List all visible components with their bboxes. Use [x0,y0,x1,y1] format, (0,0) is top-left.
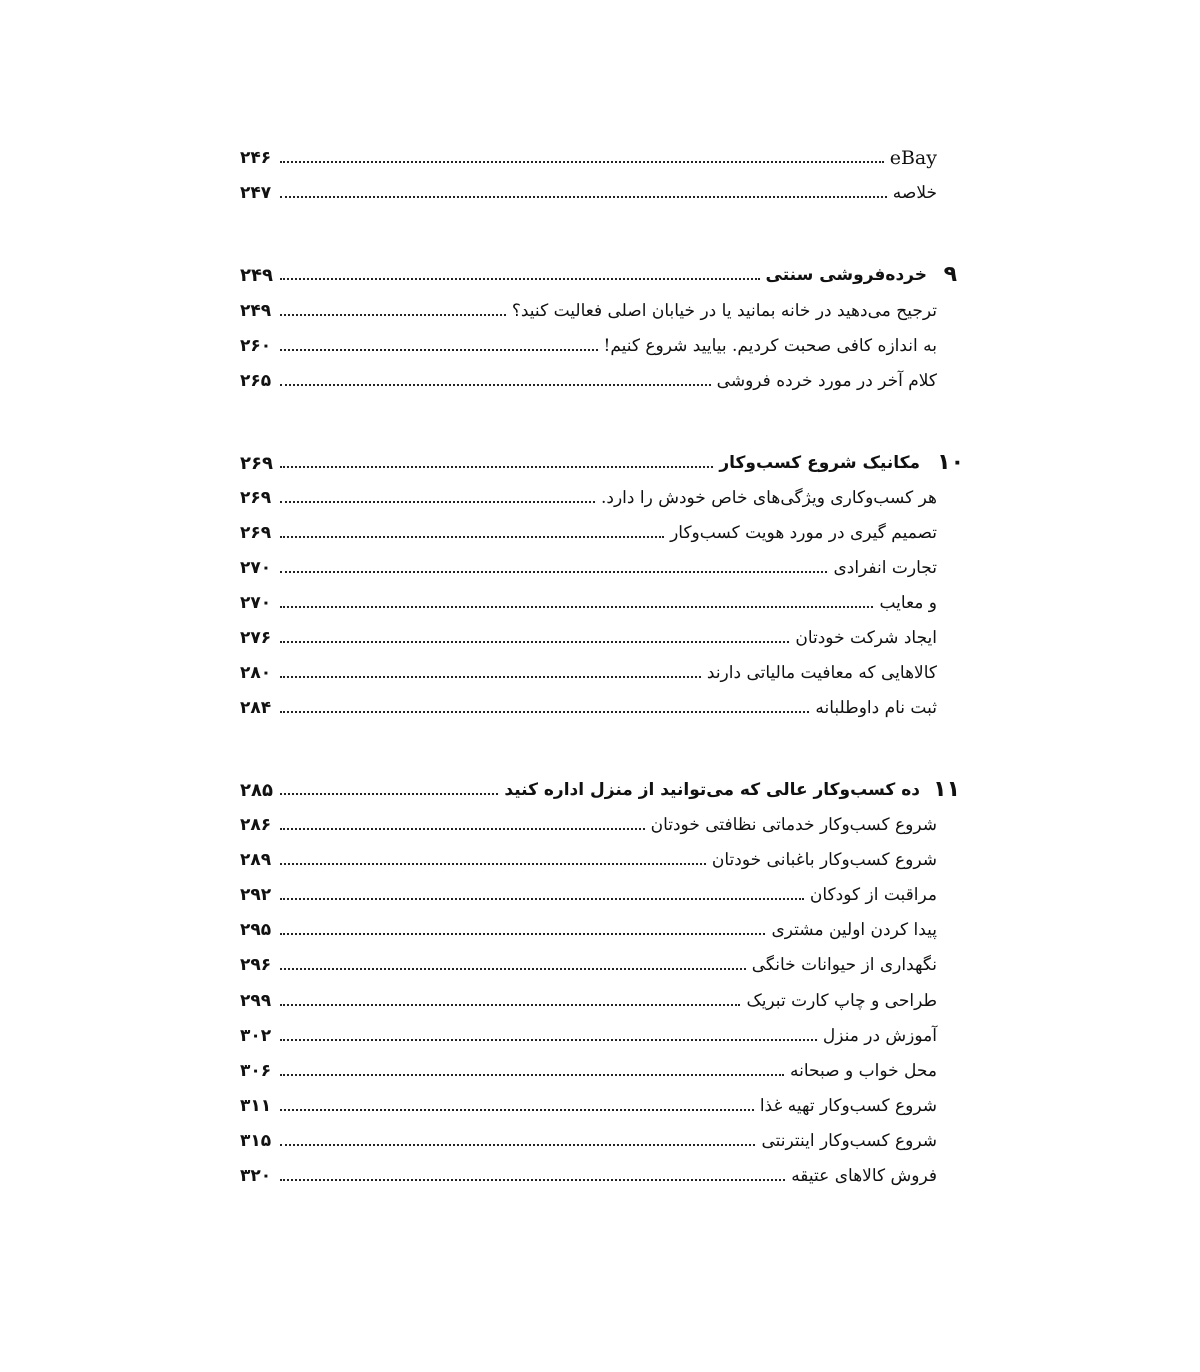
toc-entry[interactable] [240,364,937,398]
entry-page-number: ۲۹۲ [240,885,272,905]
chapter-title: مکانیک شروع کسب‌وکار [719,453,920,473]
dot-leader [280,161,884,163]
entry-title: ترجیح می‌دهید در خانه بمانید یا در خیابان اصلی فعالیت کنید؟ [511,301,937,321]
entry-title: ثبت نام داوطلبانه [815,698,937,718]
toc-entry[interactable] [240,329,937,363]
toc-entry[interactable] [240,1089,937,1123]
toc-entry[interactable] [240,586,937,620]
toc-entry[interactable] [240,656,937,690]
toc-entry[interactable] [240,984,937,1018]
chapter-title: خرده‌فروشی سنتی [765,265,927,285]
entry-page-number: ۲۹۵ [240,920,272,940]
entry-page-number: ۲۹۶ [240,955,272,975]
toc-entry[interactable] [240,878,937,912]
dot-leader [280,641,789,643]
entry-title: طراحی و چاپ کارت تبریک [746,991,937,1011]
dot-leader [280,384,711,386]
entry-title: eBay [889,147,937,169]
toc-entry[interactable] [240,843,937,877]
dot-leader [280,1074,784,1076]
entry-page-number: ۲۷۰ [240,558,272,578]
entry-page-number: ۲۶۹ [240,523,272,543]
dot-leader [280,968,746,970]
entry-page-number: ۲۶۹ [240,488,272,508]
chapter-page-number: ۲۴۹ [240,264,273,286]
entry-page-number: ۲۷۰ [240,593,272,613]
entry-page-number: ۳۰۶ [240,1061,272,1081]
toc-entry[interactable] [240,621,937,655]
dot-leader [280,863,706,865]
entry-page-number: ۲۸۶ [240,815,272,835]
chapter-page-number: ۲۸۵ [240,779,273,801]
dot-leader [280,1144,755,1146]
entry-page-number: ۲۴۹ [240,301,272,321]
chapter-number: ۱۰ [937,450,964,475]
toc-entry[interactable] [240,691,937,725]
entry-page-number: ۲۹۹ [240,991,272,1011]
toc-entry[interactable] [240,1124,937,1158]
dot-leader [280,1179,785,1181]
dot-leader [280,711,809,713]
entry-title: خلاصه [892,183,937,203]
entry-title: کلام آخر در مورد خرده فروشی [716,371,937,391]
dot-leader [280,1004,740,1006]
entry-title: مراقبت از کودکان [809,885,937,905]
toc-entry[interactable] [240,808,937,842]
entry-page-number: ۲۸۹ [240,850,272,870]
entry-title: هر کسب‌وکاری ویژگی‌های خاص خودش را دارد. [600,488,937,508]
toc-entry[interactable] [240,141,937,175]
dot-leader [280,501,595,503]
dot-leader [280,1109,754,1111]
dot-leader [280,278,760,280]
toc-entry[interactable] [240,948,937,982]
dot-leader [280,828,645,830]
entry-title: محل خواب و صبحانه [790,1061,937,1081]
toc-entry[interactable] [240,481,937,515]
entry-page-number: ۲۴۶ [240,148,272,168]
entry-page-number: ۲۶۵ [240,371,272,391]
chapter-heading[interactable] [240,446,920,480]
entry-page-number: ۲۸۰ [240,663,272,683]
dot-leader [280,1039,817,1041]
dot-leader [280,571,827,573]
entry-page-number: ۳۱۱ [240,1096,272,1116]
dot-leader [280,793,498,795]
entry-page-number: ۲۸۴ [240,698,272,718]
entry-title: کالاهایی که معافیت مالیاتی دارند [706,663,937,683]
toc-entry[interactable] [240,1019,937,1053]
toc-entry[interactable] [240,913,937,947]
entry-title: شروع کسب‌وکار باغبانی خودتان [711,850,937,870]
entry-title: شروع کسب‌وکار اینترنتی [761,1131,937,1151]
entry-title: به اندازه کافی صحبت کردیم. بیایید شروع کنیم! [603,336,937,356]
dot-leader [280,314,506,316]
toc-entry[interactable] [240,1054,937,1088]
entry-title: پیدا کردن اولین مشتری [771,920,937,940]
entry-page-number: ۳۱۵ [240,1131,272,1151]
toc-entry[interactable] [240,1159,937,1193]
toc-entry[interactable] [240,551,937,585]
chapter-number: ۹ [943,262,957,287]
entry-page-number: ۲۶۰ [240,336,272,356]
dot-leader [280,676,701,678]
toc-entry[interactable] [240,294,937,328]
entry-title: نگهداری از حیوانات خانگی [751,955,937,975]
entry-title: شروع کسب‌وکار تهیه غذا [759,1096,937,1116]
entry-title: فروش کالاهای عتیقه [791,1166,937,1186]
entry-page-number: ۳۰۲ [240,1026,272,1046]
toc-entry[interactable] [240,176,937,210]
dot-leader [280,466,713,468]
chapter-heading[interactable] [240,773,920,807]
entry-page-number: ۳۲۰ [240,1166,272,1186]
dot-leader [280,349,598,351]
chapter-number: ۱۱ [933,777,960,802]
chapter-heading[interactable] [240,258,927,292]
dot-leader [280,933,765,935]
entry-title: تجارت انفرادی [833,558,937,578]
toc-entry[interactable] [240,516,937,550]
chapter-title: ده کسب‌وکار عالی که می‌توانید از منزل اداره کنید [504,780,920,800]
entry-page-number: ۲۷۶ [240,628,272,648]
dot-leader [280,196,887,198]
chapter-page-number: ۲۶۹ [240,452,273,474]
entry-title: تصمیم گیری در مورد هویت کسب‌وکار [670,523,937,543]
entry-title: و معایب [879,593,937,613]
entry-title: ایجاد شرکت خودتان [795,628,937,648]
dot-leader [280,606,873,608]
dot-leader [280,536,664,538]
entry-title: آموزش در منزل [822,1026,937,1046]
entry-title: شروع کسب‌وکار خدماتی نظافتی خودتان [650,815,937,835]
entry-page-number: ۲۴۷ [240,183,272,203]
dot-leader [280,898,804,900]
